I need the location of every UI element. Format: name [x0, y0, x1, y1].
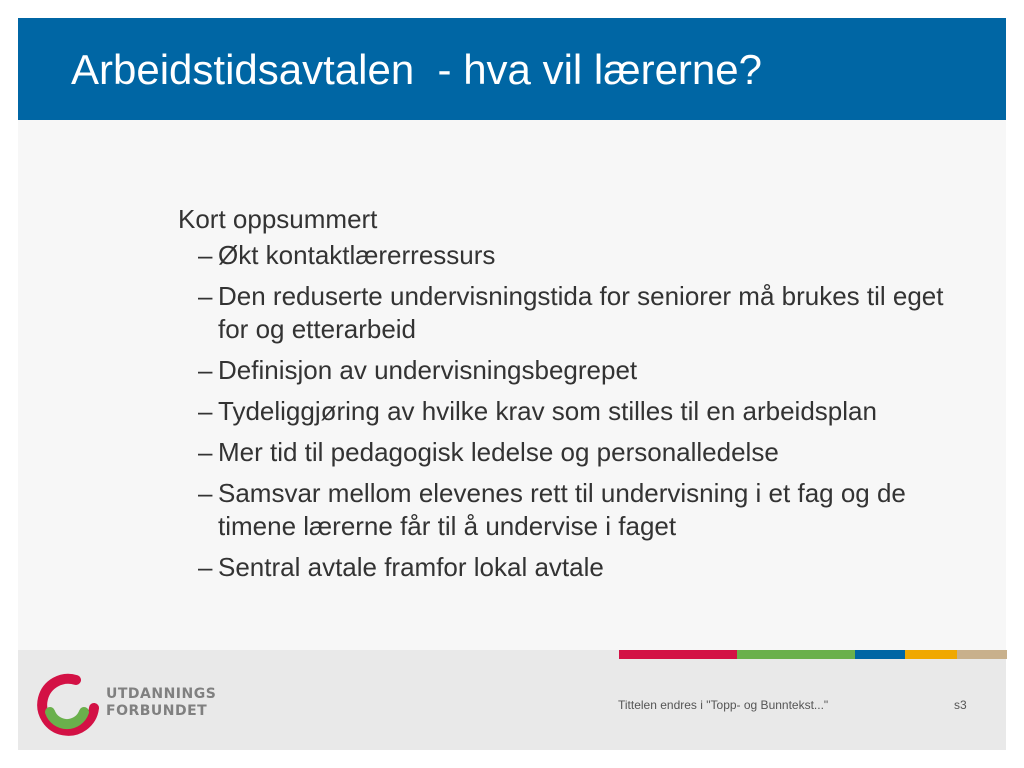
- slide: [18, 18, 1006, 750]
- stripe-tan: [957, 650, 1007, 659]
- stripe-green: [737, 650, 855, 659]
- bullet-item: [178, 354, 978, 387]
- slide-title: Arbeidstidsavtalen - hva vil lærerne?: [71, 46, 762, 93]
- bullet-dash: –: [198, 396, 213, 426]
- bullet-item: [178, 436, 978, 469]
- logo-green-arc: [50, 712, 84, 724]
- stripe-yellow: [905, 650, 957, 659]
- bullet-dash: –: [198, 437, 213, 467]
- bullet-text: Mer tid til pedagogisk ledelse og personalledelse: [218, 437, 779, 467]
- bullet-dash: –: [198, 478, 213, 508]
- color-stripes: [619, 650, 1007, 659]
- bullet-item: [178, 395, 978, 428]
- bullet-item: [178, 477, 978, 543]
- bullet-dash: –: [198, 281, 213, 311]
- slide-footer: [18, 650, 1006, 750]
- bullet-text: Den reduserte undervisningstida for seniorer må brukes til eget for og etterarbeid: [218, 281, 944, 344]
- bullet-item: [178, 239, 978, 272]
- bullet-dash: –: [198, 355, 213, 385]
- logo-line1: UTDANNINGS: [106, 686, 217, 702]
- logo-text: [106, 686, 216, 720]
- logo-line2: FORBUNDET: [106, 703, 208, 719]
- title-bar: [18, 18, 1006, 120]
- footer-text: Tittelen endres i "Topp- og Bunntekst...": [618, 698, 829, 712]
- stripe-blue: [855, 650, 905, 659]
- utdanningsforbundet-logo: [36, 668, 217, 740]
- bullet-text: Sentral avtale framfor lokal avtale: [218, 552, 604, 582]
- bullet-dash: –: [198, 240, 213, 270]
- slide-content: [178, 201, 978, 592]
- slide-number: s3: [954, 698, 967, 712]
- bullet-item: [178, 280, 978, 346]
- intro-text: Kort oppsummert: [178, 204, 378, 234]
- bullet-text: Økt kontaktlærerressurs: [218, 240, 496, 270]
- bullet-item: [178, 551, 978, 584]
- bullet-text: Samsvar mellom elevenes rett til undervisning i et fag og de timene lærerne får til å undervise i faget: [218, 478, 906, 541]
- bullet-text: Definisjon av undervisningsbegrepet: [218, 355, 638, 385]
- stripe-red: [619, 650, 737, 659]
- bullet-text: Tydeliggjøring av hvilke krav som stilles til en arbeidsplan: [218, 396, 877, 426]
- bullet-dash: –: [198, 552, 213, 582]
- logo-ring-icon: [36, 668, 100, 740]
- bullet-list: [178, 239, 978, 584]
